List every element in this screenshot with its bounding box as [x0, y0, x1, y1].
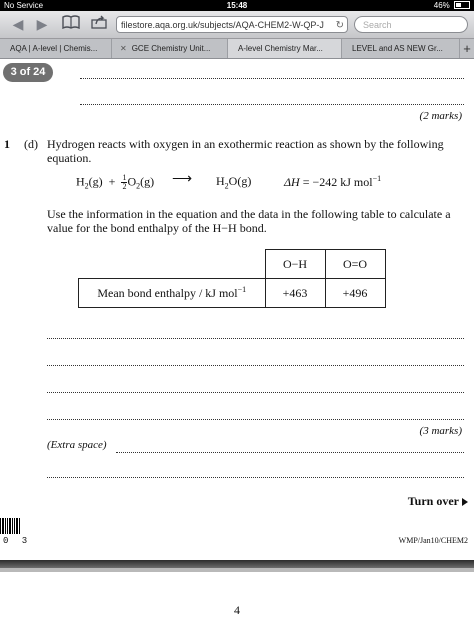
share-icon[interactable] [88, 15, 110, 33]
question-instruction: Use the information in the equation and the data in the following table to calculate a value for the bond enthalpy of the H−H bond. [47, 207, 451, 235]
bookmarks-icon[interactable] [60, 15, 82, 33]
table-cell: +463 [265, 279, 325, 308]
marks-label: (2 marks) [419, 110, 462, 122]
answer-line [47, 364, 464, 366]
battery-indicator [434, 0, 470, 11]
extra-space-label: (Extra space) [47, 439, 107, 451]
forward-icon[interactable]: ▶ [36, 16, 48, 32]
marks-label: (3 marks) [419, 425, 462, 437]
paper-reference: WMP/Jan10/CHEM2 [398, 536, 468, 545]
turn-over-label: Turn over [408, 494, 468, 509]
tab-alevel-chemistry[interactable] [228, 39, 342, 58]
answer-line [47, 418, 464, 420]
question-intro: Hydrogen reacts with oxygen in an exothermic reaction as shown by the following equation. [47, 137, 444, 165]
page-divider-shadow [0, 568, 474, 572]
table-header-cell: O−H [265, 250, 325, 279]
tab-label: A-level Chemistry Mar... [238, 44, 323, 53]
open-book-icon [62, 15, 80, 29]
bond-enthalpy-table [78, 249, 386, 308]
page-divider [0, 560, 474, 568]
browser-toolbar [0, 11, 474, 39]
equation-enthalpy: ΔH = −242 kJ mol$^{-1}$ [284, 174, 382, 189]
answer-line [80, 77, 464, 79]
answer-line [47, 337, 464, 339]
new-tab-icon[interactable]: + [463, 41, 471, 56]
answer-line [47, 476, 464, 478]
page-number: 4 [234, 603, 240, 617]
triangle-right-icon [462, 498, 468, 506]
tab-aqa[interactable] [0, 39, 112, 58]
equation-reactants: $H_2(g)$ + $\frac{1}{2}O_2(g)$ [76, 173, 155, 191]
reaction-arrow-icon: ⟶ [172, 172, 193, 187]
reload-icon[interactable]: ↻ [335, 20, 344, 31]
tab-bar [0, 39, 474, 59]
equation-product: $H_2O(g)$ [216, 174, 252, 191]
page-counter-badge: 3 of 24 [3, 63, 53, 82]
question-part: (d) [24, 137, 38, 151]
close-tab-icon[interactable]: ✕ [120, 44, 127, 53]
tab-label: GCE Chemistry Unit... [131, 44, 211, 53]
tab-gce[interactable] [112, 39, 228, 58]
question-number: 1 [4, 137, 10, 151]
half-fraction: $\frac{1}{2}$ [122, 173, 127, 191]
tab-label: LEVEL and AS NEW Gr... [352, 44, 443, 53]
answer-line [116, 451, 464, 453]
barcode-icon [0, 518, 20, 534]
back-icon[interactable]: ◀ [12, 16, 24, 32]
tab-level-as[interactable] [342, 39, 460, 58]
table-row-label: Mean bond enthalpy / kJ mol$^{-1}$ [79, 279, 266, 308]
search-input[interactable]: Search [354, 16, 468, 33]
address-bar[interactable] [116, 16, 348, 33]
carrier-label: No Service [4, 1, 44, 10]
answer-line [80, 103, 464, 105]
tab-label: AQA | A-level | Chemis... [10, 44, 98, 53]
clock: 15:48 [226, 1, 248, 10]
battery-icon [454, 1, 470, 9]
table-header-cell: O=O [325, 250, 385, 279]
address-text: filestore.aqa.org.uk/subjects/AQA-CHEM2-W-QP-J [121, 20, 324, 30]
barcode-number: 0 3 [3, 536, 32, 546]
table-header-row [79, 250, 386, 279]
table-row [79, 279, 386, 308]
answer-line [47, 391, 464, 393]
table-cell: +496 [325, 279, 385, 308]
share-arrow-icon [91, 15, 107, 29]
battery-percent: 46% [433, 1, 450, 10]
status-bar [0, 0, 474, 11]
